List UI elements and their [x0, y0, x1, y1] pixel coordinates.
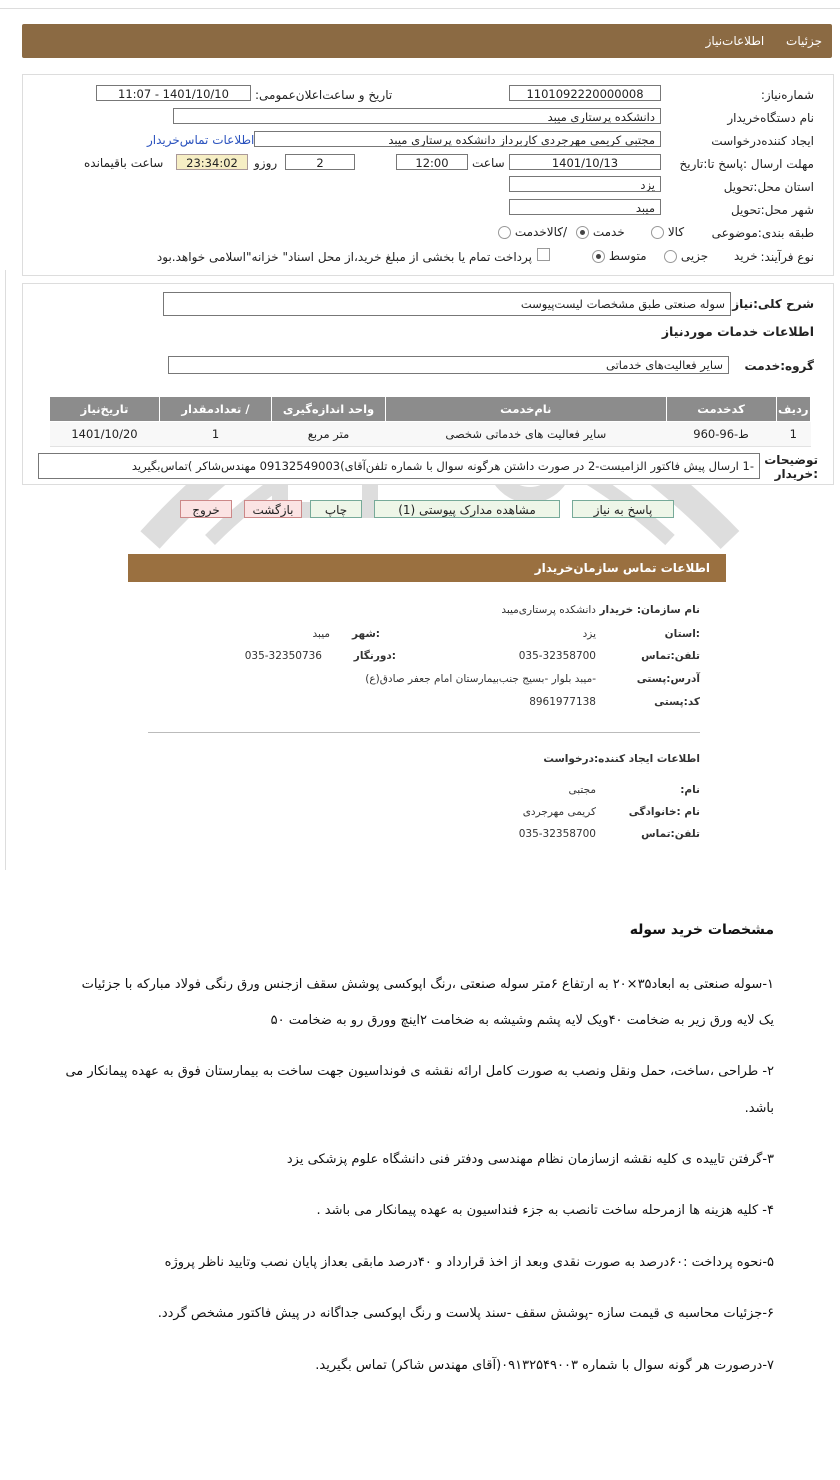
contact-section-header — [128, 554, 726, 582]
process-minor-label: جزیی — [680, 249, 709, 263]
category-goods-service-label: /کالاخدمت — [514, 225, 568, 239]
fax-label: :دورنگار — [353, 650, 396, 662]
exit-button[interactable]: خروج — [180, 500, 232, 518]
category-service[interactable] — [576, 225, 625, 239]
spec-item-5: ۵-نحوه پرداخت :۶۰درصد به صورت نقدی وبعد از اخذ قرارداد و ۴۰درصد مابقی بعداز پایان نصب وتایید ناظر پروژه — [164, 1255, 774, 1270]
creator-name-label: نام: — [680, 784, 700, 796]
need-info-panel — [22, 74, 834, 276]
address-label: آدرس:پستی — [636, 673, 700, 685]
process-medium[interactable] — [592, 249, 647, 263]
process-minor-radio[interactable] — [664, 250, 677, 263]
cell-row: 1 — [776, 422, 810, 447]
contact-section-title: اطلاعات تماس سازمان‌خریدار — [534, 561, 710, 575]
announce-field: 1401/10/10 - 11:07 — [96, 85, 251, 101]
cell-quantity: 1 — [159, 422, 271, 447]
buyer-field: دانشکده پرستاری میبد — [173, 108, 661, 124]
spec-title: مشخصات خرید سوله — [629, 922, 774, 938]
treasury-payment-note: پرداخت تمام یا بخشی از مبلغ خرید،از محل اسناد" خزانه"اسلامی خواهد.بود — [156, 250, 532, 264]
day-label: روزو — [254, 156, 278, 170]
col-service-code: کدخدمت — [666, 397, 776, 422]
deadline-label: مهلت ارسال :پاسخ تا:تاریخ — [679, 157, 814, 171]
remaining-label: ساعت باقیمانده — [84, 156, 164, 170]
spec-item-2b: باشد. — [744, 1101, 774, 1116]
fax-value: 035-32350736 — [244, 650, 322, 662]
org-label: نام سازمان: خریدار — [599, 604, 700, 616]
buyer-contact-link[interactable]: اطلاعات تماس‌خریدار — [147, 133, 255, 147]
category-goods[interactable] — [651, 225, 684, 239]
cell-need-date: 1401/10/20 — [50, 422, 160, 447]
services-table — [49, 396, 811, 447]
contact-city-value: میبد — [312, 628, 330, 640]
tab-need-info[interactable]: اطلاعات‌نیاز — [705, 34, 765, 48]
creator-label: ایجاد کننده‌درخواست — [711, 134, 814, 148]
col-need-date: تاریخ‌نیاز — [50, 397, 160, 422]
contact-phone-label: تلفن:تماس — [641, 650, 700, 662]
spec-item-3: ۳-گرفتن تاییده ی کلیه نقشه ازسازمان نظام مهندسی ودفتر فنی دانشگاه علوم پزشکی یزد — [286, 1152, 774, 1167]
print-button[interactable]: چاپ — [310, 500, 362, 518]
col-service-name: نام‌خدمت — [386, 397, 667, 422]
page-left-border — [5, 270, 6, 870]
process-medium-label: متوسط — [608, 249, 647, 263]
service-group-label: گروه:خدمت — [744, 359, 814, 373]
buyer-notes-label: توضیحات :خریدار — [764, 453, 818, 481]
category-label: طبقه بندی:موضوعی — [711, 226, 814, 240]
spec-item-4: ۴- کلیه هزینه ها ازمرحله ساخت تانصب به جزء فنداسیون به عهده پیمانکار می باشد . — [316, 1203, 774, 1218]
time-label: ساعت — [472, 156, 505, 170]
process-purchase: خرید — [734, 249, 758, 263]
need-number-label: شماره‌نیاز: — [760, 88, 814, 102]
contact-phone-value: 035-32358700 — [518, 650, 596, 662]
creator-phone-value: 035-32358700 — [518, 828, 596, 840]
deadline-time-field: 12:00 — [396, 154, 468, 170]
table-row — [50, 422, 811, 447]
need-description-field: سوله صنعتی طبق مشخصات لیست‌پیوست — [163, 292, 731, 316]
spec-item-2a: ۲- طراحی ،ساخت، حمل ونقل ونصب به صورت کامل ارائه نقشه ی فونداسیون جهت ساخت به بیمارستان فوق به عهده پیمانکار می — [65, 1064, 774, 1079]
back-button[interactable]: بازگشت — [244, 500, 302, 518]
tab-details[interactable]: جزئیات — [786, 34, 822, 48]
announce-label: تاریخ و ساعت‌اعلان‌عمومی: — [255, 88, 393, 102]
contact-province-value: یزد — [582, 628, 596, 640]
contact-province-label: :استان — [664, 628, 700, 640]
province-field: یزد — [509, 176, 661, 192]
spec-item-7: ۷-درصورت هر گونه سوال با شماره ۰۹۱۳۲۵۴۹۰۰۳(آقای مهندس شاکر) تماس بگیرید. — [315, 1358, 774, 1373]
province-label: استان محل:تحویل — [723, 180, 814, 194]
need-description-label: شرح کلی:نیاز — [732, 297, 814, 311]
services-section-title: اطلاعات خدمات موردنیاز — [661, 324, 814, 339]
org-value: دانشکده پرستاری‌میبد — [501, 604, 596, 616]
cell-unit: متر مربع — [271, 422, 385, 447]
address-value: -میبد بلوار -بسیج جنب‌بیمارستان امام جعفر صادق(ع) — [365, 673, 596, 685]
service-group-field: سایر فعالیت‌های خدماتی — [168, 356, 729, 374]
creator-family-value: کریمی مهرجردی — [522, 806, 596, 818]
col-row: ردیف — [776, 397, 810, 422]
category-goods-radio[interactable] — [651, 226, 664, 239]
remaining-time-field: 23:34:02 — [176, 154, 248, 170]
spec-item-6: ۶-جزئیات محاسبه ی قیمت سازه -پوشش سقف -سند پلاست و رنگ اپوکسی جداگانه در پیش فاکتور مشخص گردد. — [157, 1306, 774, 1321]
creator-family-label: نام :خانوادگی — [628, 806, 700, 818]
spec-item-1a: ۱-سوله صنعتی به ابعاد۳۵×۲۰ به ارتفاع ۶متر سوله صنعتی ،رنگ اپوکسی پوشش سقف ازجنس ورق رنگی فولاد مبارکه با جزئیات — [81, 977, 774, 992]
spec-item-1b: یک لایه ورق زیر به ضخامت ۴۰ویک لایه پشم وشیشه به ضخامت ۲اینچ وورق رو به ضخامت ۵۰ — [270, 1013, 774, 1028]
category-goods-service-radio[interactable] — [498, 226, 511, 239]
col-quantity: / تعدادمقدار — [159, 397, 271, 422]
category-service-radio[interactable] — [576, 226, 589, 239]
creator-name-value: مجتبی — [568, 784, 596, 796]
buyer-notes-field: -1 ارسال پیش فاکتور الزامیست-2 در صورت داشتن هرگونه سوال با شماره تلفن‌آقای)09132549003 مهندس‌شاکر )تماس‌بگیرید — [38, 453, 760, 479]
treasury-payment-checkbox[interactable] — [537, 248, 550, 261]
process-medium-radio[interactable] — [592, 250, 605, 263]
category-goods-service[interactable] — [498, 225, 567, 239]
cell-service-code: ط-96-960 — [666, 422, 776, 447]
contact-city-label: :شهر — [352, 628, 380, 640]
col-unit: واحد اندازه‌گیری — [271, 397, 385, 422]
deadline-date-field: 1401/10/13 — [509, 154, 661, 170]
creator-phone-label: تلفن:تماس — [641, 828, 700, 840]
buyer-label: نام دستگاه‌خریدار — [727, 111, 814, 125]
view-attachments-button[interactable]: مشاهده مدارک پیوستی (1) — [374, 500, 560, 518]
category-goods-label: کالا — [667, 225, 685, 239]
process-label: نوع فرآیند: — [760, 250, 814, 264]
postal-label: کد:پستی — [654, 696, 700, 708]
process-minor[interactable] — [664, 249, 708, 263]
need-number-field: 1101092220000008 — [509, 85, 661, 101]
top-border — [0, 0, 840, 9]
postal-value: 8961977138 — [529, 696, 596, 708]
reply-button[interactable]: پاسخ به نیاز — [572, 500, 674, 518]
city-label: شهر محل:تحویل — [730, 203, 814, 217]
cell-service-name: سایر فعالیت های خدماتی شخصی — [386, 422, 667, 447]
creator-info-title: اطلاعات ایجاد کننده:درخواست — [543, 753, 700, 765]
contact-divider — [148, 732, 700, 733]
category-service-label: خدمت — [592, 225, 625, 239]
creator-field: مجتبی کریمی مهرجردی کاربرداز دانشکده پرستاری میبد — [254, 131, 661, 147]
header-bar — [22, 24, 832, 58]
city-field: میبد — [509, 199, 661, 215]
days-field: 2 — [285, 154, 355, 170]
